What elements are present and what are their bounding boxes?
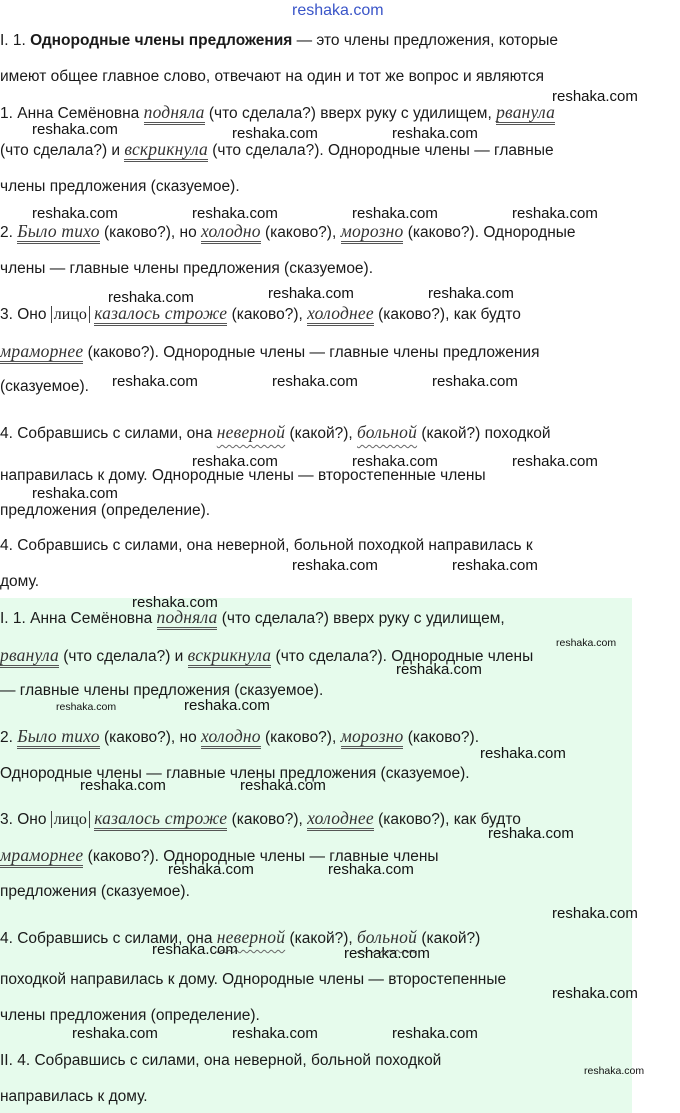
- text: (каково?),: [260, 729, 341, 746]
- text: 2.: [0, 224, 18, 241]
- predicate-word: подняла: [144, 102, 205, 125]
- answer-5-line-1: II. 4. Собравшись с силами, она неверной, больной походкой: [0, 1052, 442, 1069]
- text: (каково?), но: [99, 729, 202, 746]
- answer-3-line-3: предложения (сказуемое).: [0, 883, 190, 900]
- predicate-word: вскрикнула: [188, 645, 272, 668]
- definition-text: — это члены предложения, которые: [292, 32, 558, 49]
- attribute-word: больной: [357, 422, 418, 442]
- text: (каково?).: [403, 729, 480, 746]
- example-5-line-1: 4. Собравшись с силами, она неверной, больной походкой направилась к: [0, 537, 533, 554]
- text: I. 1. Анна Семёновна: [0, 610, 157, 627]
- watermark: reshaka.com: [152, 941, 238, 958]
- answer-4-line-2: походкой направилась к дому. Однородные члены — второстепенные: [0, 971, 507, 988]
- example-3-line-2: [0, 341, 539, 363]
- predicate-word: рванула: [0, 645, 59, 668]
- predicate-word: вскрикнула: [124, 139, 208, 162]
- text: 4. Собравшись с силами, она: [0, 930, 217, 947]
- definition-line-2: имеют общее главное слово, отвечают на один и тот же вопрос и являются: [0, 68, 544, 85]
- watermark: reshaka.com: [584, 1065, 645, 1077]
- predicate-word: холодно: [201, 726, 261, 749]
- text: (что сделала?) и: [58, 648, 188, 665]
- watermark: reshaka.com: [292, 557, 378, 574]
- watermark: reshaka.com: [556, 637, 617, 649]
- predicate-word: Было тихо: [17, 726, 99, 749]
- predicate-word: казалось строже: [94, 808, 227, 831]
- watermark: reshaka.com: [32, 205, 118, 222]
- definition-line-1: [0, 31, 558, 51]
- watermark: reshaka.com: [72, 1025, 158, 1042]
- answer-1-line-1: [0, 607, 505, 629]
- example-4-line-3: предложения (определение).: [0, 502, 211, 519]
- attribute-word: неверной: [216, 422, 286, 442]
- text: (каково?), как будто: [373, 811, 521, 828]
- text: 3. Оно: [0, 811, 51, 828]
- term-heading: Однородные члены предложения: [30, 32, 293, 49]
- watermark: reshaka.com: [352, 205, 438, 222]
- example-2-line-1: [0, 221, 576, 243]
- watermark: reshaka.com: [132, 594, 218, 611]
- text: (каково?),: [227, 811, 308, 828]
- watermark: reshaka.com: [328, 861, 414, 878]
- predicate-word: подняла: [157, 607, 218, 630]
- answer-1-line-3: — главные члены предложения (сказуемое).: [0, 682, 324, 699]
- watermark: reshaka.com: [168, 861, 254, 878]
- watermark: reshaka.com: [112, 373, 198, 390]
- watermark: reshaka.com: [184, 697, 270, 714]
- answer-5-line-2: направилась к дому.: [0, 1088, 148, 1105]
- text: (какой?): [417, 930, 481, 947]
- watermark: reshaka.com: [352, 453, 438, 470]
- text: (каково?), как будто: [373, 306, 521, 323]
- example-5-line-2: дому.: [0, 573, 39, 590]
- predicate-word: морозно: [341, 726, 404, 749]
- watermark: reshaka.com: [552, 88, 638, 105]
- text: (каково?),: [227, 306, 308, 323]
- watermark: reshaka.com: [192, 205, 278, 222]
- text: (каково?),: [260, 224, 341, 241]
- watermark: reshaka.com: [432, 373, 518, 390]
- predicate-word: мраморнее: [0, 845, 83, 868]
- watermark: reshaka.com: [32, 121, 118, 138]
- watermark: reshaka.com: [512, 453, 598, 470]
- watermark: reshaka.com: [512, 205, 598, 222]
- answer-4-line-3: члены предложения (определение).: [0, 1007, 260, 1024]
- text: (какой?),: [285, 930, 357, 947]
- watermark: reshaka.com: [480, 745, 566, 762]
- watermark: reshaka.com: [240, 777, 326, 794]
- text: 1. Анна Семёновна: [0, 105, 144, 122]
- text: (каково?), но: [99, 224, 202, 241]
- subject-word: лицо: [51, 306, 90, 323]
- answer-2-line-1: [0, 726, 479, 748]
- attribute-word: больной: [357, 927, 418, 947]
- text: (что сделала?) вверх руку с удилищем,: [204, 105, 497, 122]
- predicate-word: мраморнее: [0, 341, 83, 364]
- text: (каково?). Однородные: [403, 224, 576, 241]
- text: 4. Собравшись с силами, она: [0, 425, 217, 442]
- watermark: reshaka.com: [232, 125, 318, 142]
- watermark: reshaka.com: [552, 985, 638, 1002]
- subject-word: лицо: [51, 811, 90, 828]
- example-3-line-3: (сказуемое).: [0, 378, 89, 395]
- text: (каково?). Однородные члены — главные члены предложения: [83, 344, 540, 361]
- watermark: reshaka.com: [56, 701, 117, 713]
- text: (что сделала?). Однородные члены: [271, 648, 534, 665]
- text: 3. Оно: [0, 306, 51, 323]
- predicate-word: холодно: [201, 221, 261, 244]
- watermark: reshaka.com: [396, 661, 482, 678]
- watermark: reshaka.com: [80, 777, 166, 794]
- predicate-word: казалось строже: [94, 303, 227, 326]
- watermark: reshaka.com: [344, 945, 430, 962]
- watermark: reshaka.com: [268, 285, 354, 302]
- answer-3-line-1: [0, 808, 521, 830]
- text: (каково?). Однородные члены — главные члены: [83, 848, 439, 865]
- predicate-word: холоднее: [307, 303, 374, 326]
- watermark: reshaka.com: [232, 1025, 318, 1042]
- predicate-word: рванула: [496, 102, 555, 125]
- example-1-line-2: [0, 139, 554, 161]
- attribute-word: неверной: [216, 927, 286, 947]
- watermark: reshaka.com: [452, 557, 538, 574]
- watermark: reshaka.com: [392, 1025, 478, 1042]
- example-2-line-2: члены — главные члены предложения (сказуемое).: [0, 260, 374, 277]
- example-1-line-3: члены предложения (сказуемое).: [0, 178, 240, 195]
- watermark: reshaka.com: [488, 825, 574, 842]
- text: 2.: [0, 729, 18, 746]
- example-4-line-2: направилась к дому. Однородные члены — второстепенные члены: [0, 467, 486, 484]
- example-3-line-1: [0, 303, 521, 325]
- text: (какой?) походкой: [417, 425, 551, 442]
- predicate-word: Было тихо: [17, 221, 99, 244]
- watermark: reshaka.com: [192, 453, 278, 470]
- text: (что сделала?). Однородные члены — главные: [207, 142, 554, 159]
- example-4-line-1: [0, 422, 551, 444]
- text: (что сделала?) вверх руку с удилищем,: [217, 610, 505, 627]
- site-watermark: reshaka.com: [292, 2, 384, 19]
- watermark: reshaka.com: [392, 125, 478, 142]
- watermark: reshaka.com: [32, 485, 118, 502]
- section-number: I. 1.: [0, 32, 31, 49]
- answer-2-line-2: Однородные члены — главные члены предложения (сказуемое).: [0, 765, 470, 782]
- watermark: reshaka.com: [272, 373, 358, 390]
- text: (какой?),: [285, 425, 357, 442]
- predicate-word: морозно: [341, 221, 404, 244]
- predicate-word: холоднее: [307, 808, 374, 831]
- watermark: reshaka.com: [108, 289, 194, 306]
- watermark: reshaka.com: [552, 905, 638, 922]
- watermark: reshaka.com: [428, 285, 514, 302]
- text: (что сделала?) и: [0, 142, 125, 159]
